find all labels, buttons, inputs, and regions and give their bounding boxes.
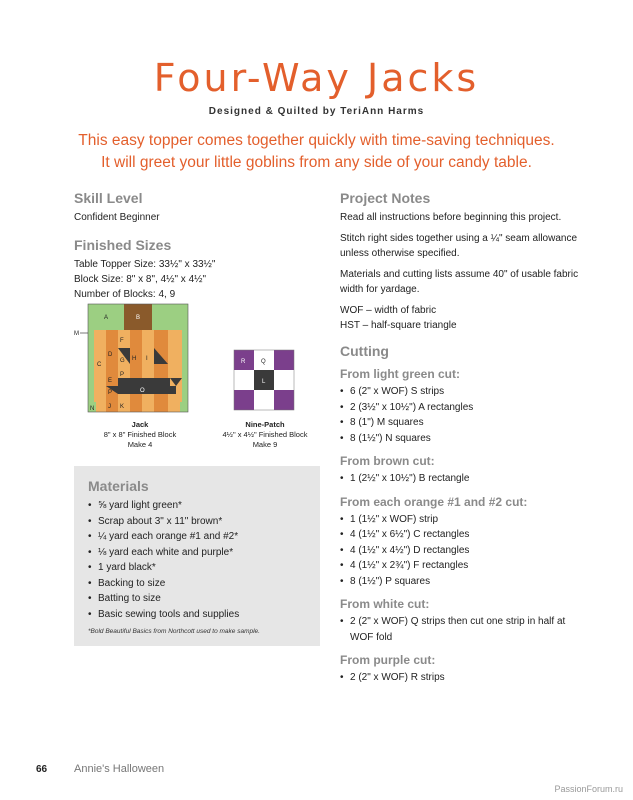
label-p: P	[120, 372, 125, 378]
label-l: L	[262, 379, 266, 385]
finished-size-line: Number of Blocks: 4, 9	[74, 289, 176, 300]
page-number: 66	[36, 764, 48, 775]
label-q: Q	[261, 359, 266, 365]
cutting-list-purple	[340, 670, 600, 686]
list-item: • Backing to size	[88, 576, 306, 592]
list-item: • ⅛ yard each white and purple*	[88, 545, 306, 561]
label-e: E	[108, 378, 113, 384]
tagline-line-2: It will greet your little goblins from any side of your candy table.	[101, 154, 532, 171]
cutting-group-heading: From purple cut:	[340, 653, 436, 667]
jack-mouth-top	[118, 378, 170, 386]
publication-title: Annie's Halloween	[74, 763, 165, 775]
skill-level-heading: Skill Level	[74, 190, 143, 206]
cutting-list-brown	[340, 471, 600, 487]
label-a: A	[104, 315, 109, 321]
list-item: • 2 (3½" x 10½") A rectangles	[340, 400, 600, 416]
jack-caption-name: Jack	[131, 420, 149, 429]
cutting-group-heading: From brown cut:	[340, 454, 435, 468]
jack-green-left-strip	[88, 330, 94, 412]
list-item: • 1 (2½" x 10½") B rectangle	[340, 471, 600, 487]
list-item: • ¼ yard each orange #1 and #2*	[88, 529, 306, 545]
ninepatch-caption-name: Nine-Patch	[245, 420, 285, 429]
list-item: • Scrap about 3" x 11" brown*	[88, 514, 306, 530]
label-b: B	[136, 315, 141, 321]
cutting-list-white	[340, 614, 570, 645]
list-item: • 6 (2" x WOF) S strips	[340, 384, 600, 400]
list-item: • 8 (1½") P squares	[340, 574, 600, 590]
ninepatch-caption-make: Make 9	[252, 440, 278, 449]
list-item: • 1 yard black*	[88, 560, 306, 576]
list-item: • 2 (2" x WOF) Q strips then cut one strip in half at WOF fold	[340, 614, 570, 645]
label-k: K	[120, 404, 125, 410]
label-m: M	[74, 331, 79, 337]
np-cell-top-right	[274, 350, 294, 370]
np-cell-mid-left	[234, 370, 254, 390]
right-column	[340, 190, 600, 686]
materials-heading: Materials	[88, 478, 149, 494]
label-n: N	[90, 406, 95, 412]
list-item: • 4 (1½" x 2¾") F rectangles	[340, 558, 600, 574]
jack-orange-center-1	[130, 330, 142, 412]
jack-caption-size: 8" x 8" Finished Block	[103, 430, 177, 439]
jack-orange-center-2	[142, 330, 154, 412]
cutting-group-heading: From each orange #1 and #2 cut:	[340, 494, 528, 509]
label-c: C	[97, 362, 102, 368]
label-f: F	[120, 338, 124, 344]
list-item: • Batting to size	[88, 591, 306, 607]
note-paragraph: Stitch right sides together using a ¼" seam allowance unless otherwise specified.	[340, 233, 578, 259]
page-title: Four-Way Jacks	[153, 56, 480, 100]
list-item: • 2 (2" x WOF) R strips	[340, 670, 600, 686]
tagline	[20, 130, 613, 174]
project-notes-heading: Project Notes	[340, 190, 431, 206]
finished-size-line: Block Size: 8" x 8", 4½" x 4½"	[74, 274, 207, 285]
np-cell-mid-right	[274, 370, 294, 390]
list-item: • ⅝ yard light green*	[88, 498, 306, 514]
np-cell-bottom-left	[234, 390, 254, 410]
note-paragraph: Materials and cutting lists assume 40" of usable fabric width for yardage.	[340, 269, 579, 295]
watermark: PassionForum.ru	[554, 784, 623, 794]
list-item: • 4 (1½" x 4½") D rectangles	[340, 543, 600, 559]
jack-caption	[80, 420, 200, 450]
list-item: • 1 (1½" x WOF) strip	[340, 512, 600, 528]
jack-green-corner-right	[180, 402, 188, 412]
jack-orange-d	[106, 330, 118, 412]
materials-box	[74, 466, 320, 646]
label-i: I	[146, 356, 148, 362]
label-h: H	[132, 356, 137, 362]
note-paragraph: HST – half-square triangle	[340, 320, 457, 331]
ninepatch-caption	[210, 420, 320, 450]
label-p-lower: P	[108, 390, 113, 396]
ninepatch-caption-size: 4½" x 4½" Finished Block	[222, 430, 308, 439]
tagline-line-1: This easy topper comes together quickly with time-saving techniques.	[78, 132, 555, 149]
cutting-group-heading: From white cut:	[340, 597, 430, 611]
label-j: J	[108, 404, 111, 410]
cutting-heading: Cutting	[340, 343, 389, 359]
cutting-group-heading: From light green cut:	[340, 367, 460, 381]
note-paragraph: WOF – width of fabric	[340, 305, 437, 316]
skill-level-value: Confident Beginner	[74, 212, 160, 223]
note-paragraph: Read all instructions before beginning this project.	[340, 212, 562, 223]
jack-orange-c-right	[168, 330, 182, 412]
list-item: • 8 (1½") N squares	[340, 431, 600, 447]
list-item: • Basic sewing tools and supplies	[88, 607, 306, 623]
np-cell-bottom-right	[274, 390, 294, 410]
np-cell-bottom-mid	[254, 390, 274, 410]
materials-note: *Bold Beautiful Basics from Northcott used to make sample.	[88, 628, 260, 635]
cutting-list-orange	[340, 512, 600, 590]
jack-green-top-right	[152, 304, 188, 330]
jack-mouth-bottom	[118, 386, 176, 394]
left-column	[74, 190, 324, 302]
jack-orange-right-1	[154, 330, 168, 412]
finished-sizes-heading: Finished Sizes	[74, 237, 172, 253]
label-r: R	[241, 359, 246, 365]
materials-list	[88, 498, 306, 622]
jack-orange-c-left	[94, 330, 106, 412]
finished-size-line: Table Topper Size: 33½" x 33½"	[74, 259, 216, 270]
label-g: G	[120, 358, 125, 364]
byline: Designed & Quilted by TeriAnn Harms	[208, 106, 425, 117]
list-item: • 8 (1") M squares	[340, 415, 600, 431]
block-diagrams	[74, 302, 324, 462]
list-item: • 4 (1½" x 6½") C rectangles	[340, 527, 600, 543]
label-d: D	[108, 352, 113, 358]
label-o: O	[140, 388, 145, 394]
jack-green-right-strip	[182, 330, 188, 412]
cutting-list-green	[340, 384, 600, 446]
jack-caption-make: Make 4	[127, 440, 153, 449]
